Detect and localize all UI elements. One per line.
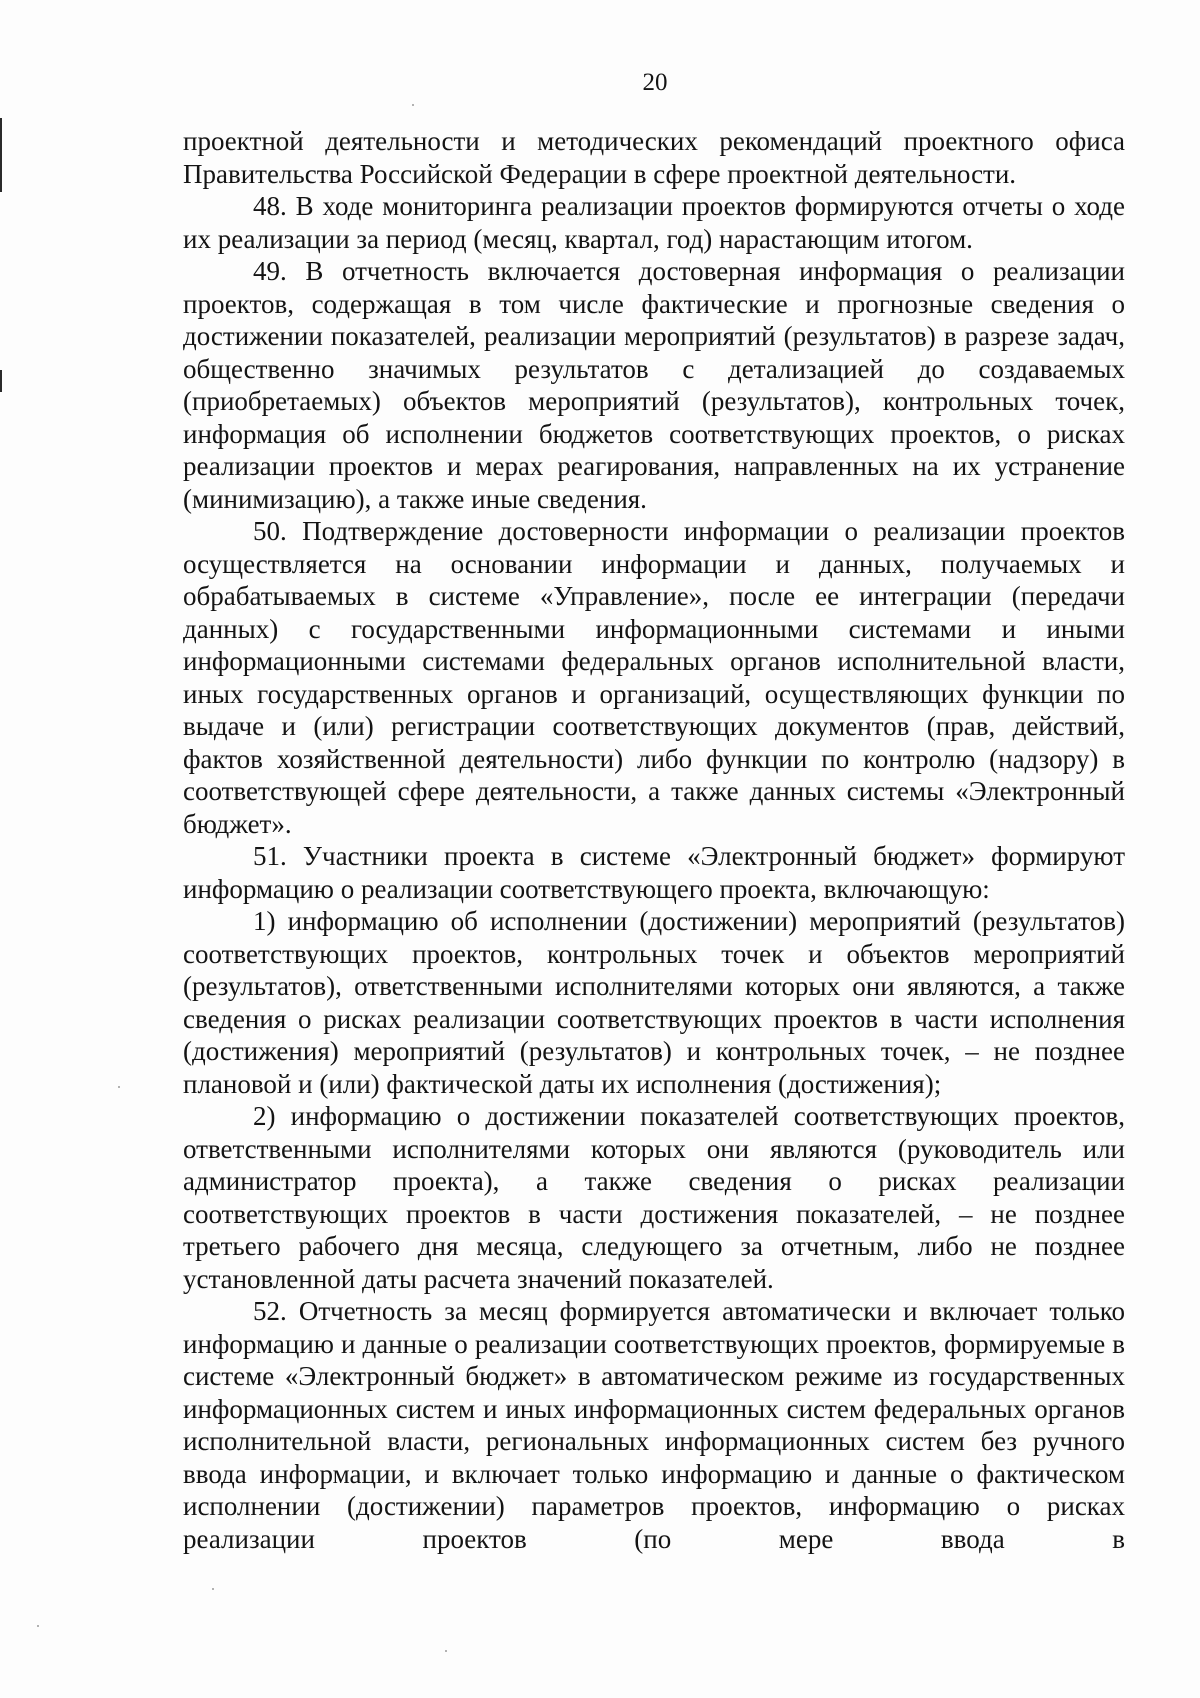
paragraph-49: 49. В отчетность включается достоверная информация о реализации проектов, содержащая в том числе фактические и прогнозные сведения о достижении показателей, реализации мероприятий (результатов) в разрезе задач, общественно значимых результатов с детализацией до создаваемых (приобретаемых) объектов мероприятий (результатов), контрольных точек, информация об исполнении бюджетов соответствующих проектов, о рисках реализации проектов и мерах реагирования, направленных на их устранение (минимизацию), а также иные сведения. <box>183 256 1125 514</box>
scan-edge-mark <box>0 370 2 392</box>
paragraph-51: 51. Участники проекта в системе «Электронный бюджет» формируют информацию о реализации соответствующего проекта, включающую: <box>183 841 1125 904</box>
scan-speck <box>118 1086 120 1088</box>
document-body <box>183 125 1125 1555</box>
scan-speck <box>445 1650 447 1652</box>
paragraph-48: 48. В ходе мониторинга реализации проектов формируются отчеты о ходе их реализации за период (месяц, квартал, год) нарастающим итогом. <box>183 191 1125 254</box>
paragraph-51-item-1: 1) информацию об исполнении (достижении) мероприятий (результатов) соответствующих проектов, контрольных точек и объектов мероприятий (результатов), ответственными исполнителями которых они являются, а также сведения о рисках реализации соответствующих проектов в части исполнения (достижения) мероприятий (результатов) и контрольных точек, – не позднее плановой и (или) фактической даты их исполнения (достижения); <box>183 906 1125 1099</box>
page-number: 20 <box>642 69 668 96</box>
scan-edge-mark <box>0 118 2 192</box>
scan-speck <box>412 104 414 106</box>
scan-speck <box>37 1625 39 1627</box>
paragraph-52: 52. Отчетность за месяц формируется автоматически и включает только информацию и данные о реализации соответствующих проектов, формируемые в системе «Электронный бюджет» в автоматическом режиме из государственных информационных систем и иных информационных систем федеральных органов исполнительной власти, региональных информационных систем без ручного ввода информации, и включает только информацию и данные о фактическом исполнении (достижении) параметров проектов, информацию о рисках реализации проектов (по мере ввода в <box>183 1296 1125 1554</box>
scan-speck <box>212 1588 214 1590</box>
paragraph-50: 50. Подтверждение достоверности информации о реализации проектов осуществляется на основании информации и данных, получаемых и обрабатываемых в системе «Управление», после ее интеграции (передачи данных) с государственными информационными системами и иными информационными системами федеральных органов исполнительной власти, иных государственных органов и организаций, осуществляющих функции по выдаче и (или) регистрации соответствующих документов (прав, действий, фактов хозяйственной деятельности) либо функции по контролю (надзору) в соответствующей сфере деятельности, а также данных системы «Электронный бюджет». <box>183 516 1125 839</box>
paragraph-51-item-2: 2) информацию о достижении показателей соответствующих проектов, ответственными исполнителями которых они являются (руководитель или администратор проекта), а также сведения о рисках реализации соответствующих проектов в части достижения показателей, – не позднее третьего рабочего дня месяца, следующего за отчетным, либо не позднее установленной даты расчета значений показателей. <box>183 1101 1125 1294</box>
paragraph-continuation: проектной деятельности и методических рекомендаций проектного офиса Правительства Российской Федерации в сфере проектной деятельности. <box>183 126 1125 189</box>
